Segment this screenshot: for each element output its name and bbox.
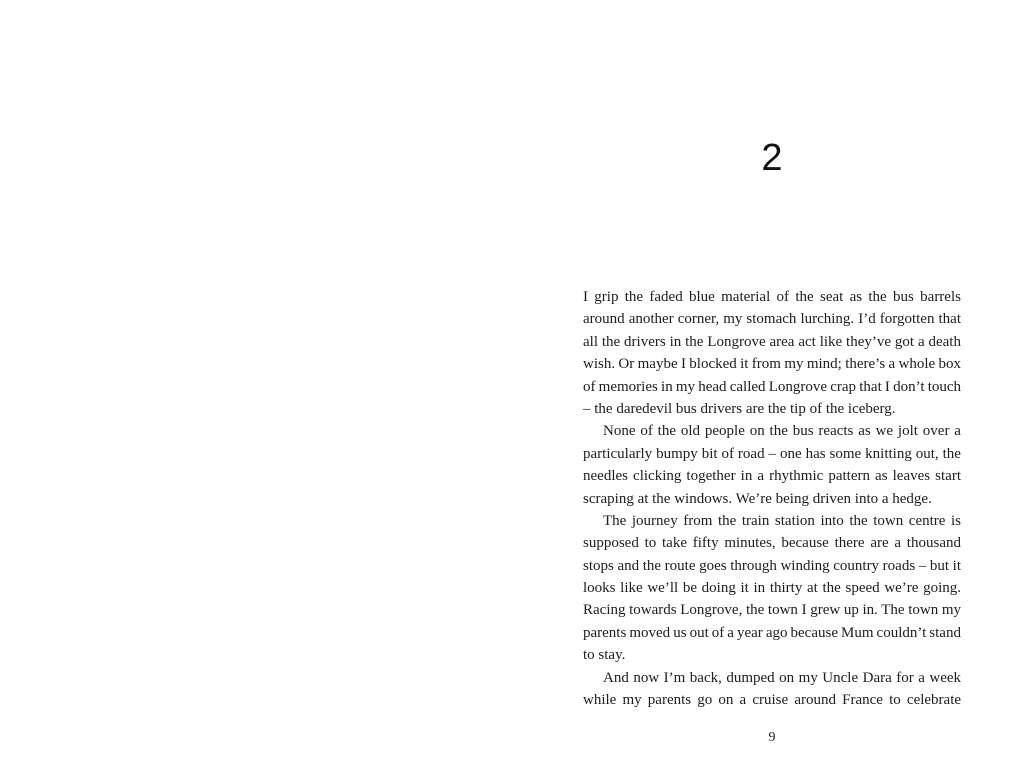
text-line: around another corner, my stomach lurching. I’d forgotten that [583, 311, 961, 328]
chapter-body-text [583, 286, 961, 711]
text-line: needles clicking together in a rhythmic pattern as leaves start [583, 468, 961, 485]
page-number-folio: 9 [768, 730, 776, 745]
text-line: supposed to take fifty minutes, because there are a thousand [583, 535, 961, 552]
text-line: to stay. [583, 647, 626, 664]
text-line: The journey from the train station into the town centre is [603, 512, 962, 529]
text-line: stops and the route goes through winding country roads – but it [583, 557, 961, 574]
paragraph [583, 286, 961, 420]
paragraph [583, 667, 961, 712]
chapter-number: 2 [761, 137, 783, 179]
text-line: scraping at the windows. We’re being driven into a hedge. [583, 490, 932, 507]
text-line: all the drivers in the Longrove area act like they’ve got a death [583, 333, 961, 350]
text-line: None of the old people on the bus reacts as we jolt over a [603, 423, 961, 440]
text-line: while my parents go on a cruise around France to celebrate [583, 692, 962, 709]
text-line: of memories in my head called Longrove crap that I don’t touch [583, 378, 962, 395]
text-line: particularly bumpy bit of road – one has some knitting out, the [583, 445, 961, 462]
paragraph [583, 510, 961, 667]
text-line: I grip the faded blue material of the seat as the bus barrels [583, 289, 961, 305]
text-line: Racing towards Longrove, the town I grew up in. The town my [583, 602, 962, 619]
text-line: parents moved us out of a year ago because Mum couldn’t stand [583, 624, 961, 641]
text-line: wish. Or maybe I blocked it from my mind; there’s a whole box [583, 356, 962, 373]
text-line: – the daredevil bus drivers are the tip of the iceberg. [583, 400, 896, 417]
text-line: looks like we’ll be doing it in thirty at the speed we’re going. [583, 580, 962, 597]
paragraph [583, 420, 961, 510]
text-line: And now I’m back, dumped on my Uncle Dara for a week [603, 669, 962, 686]
